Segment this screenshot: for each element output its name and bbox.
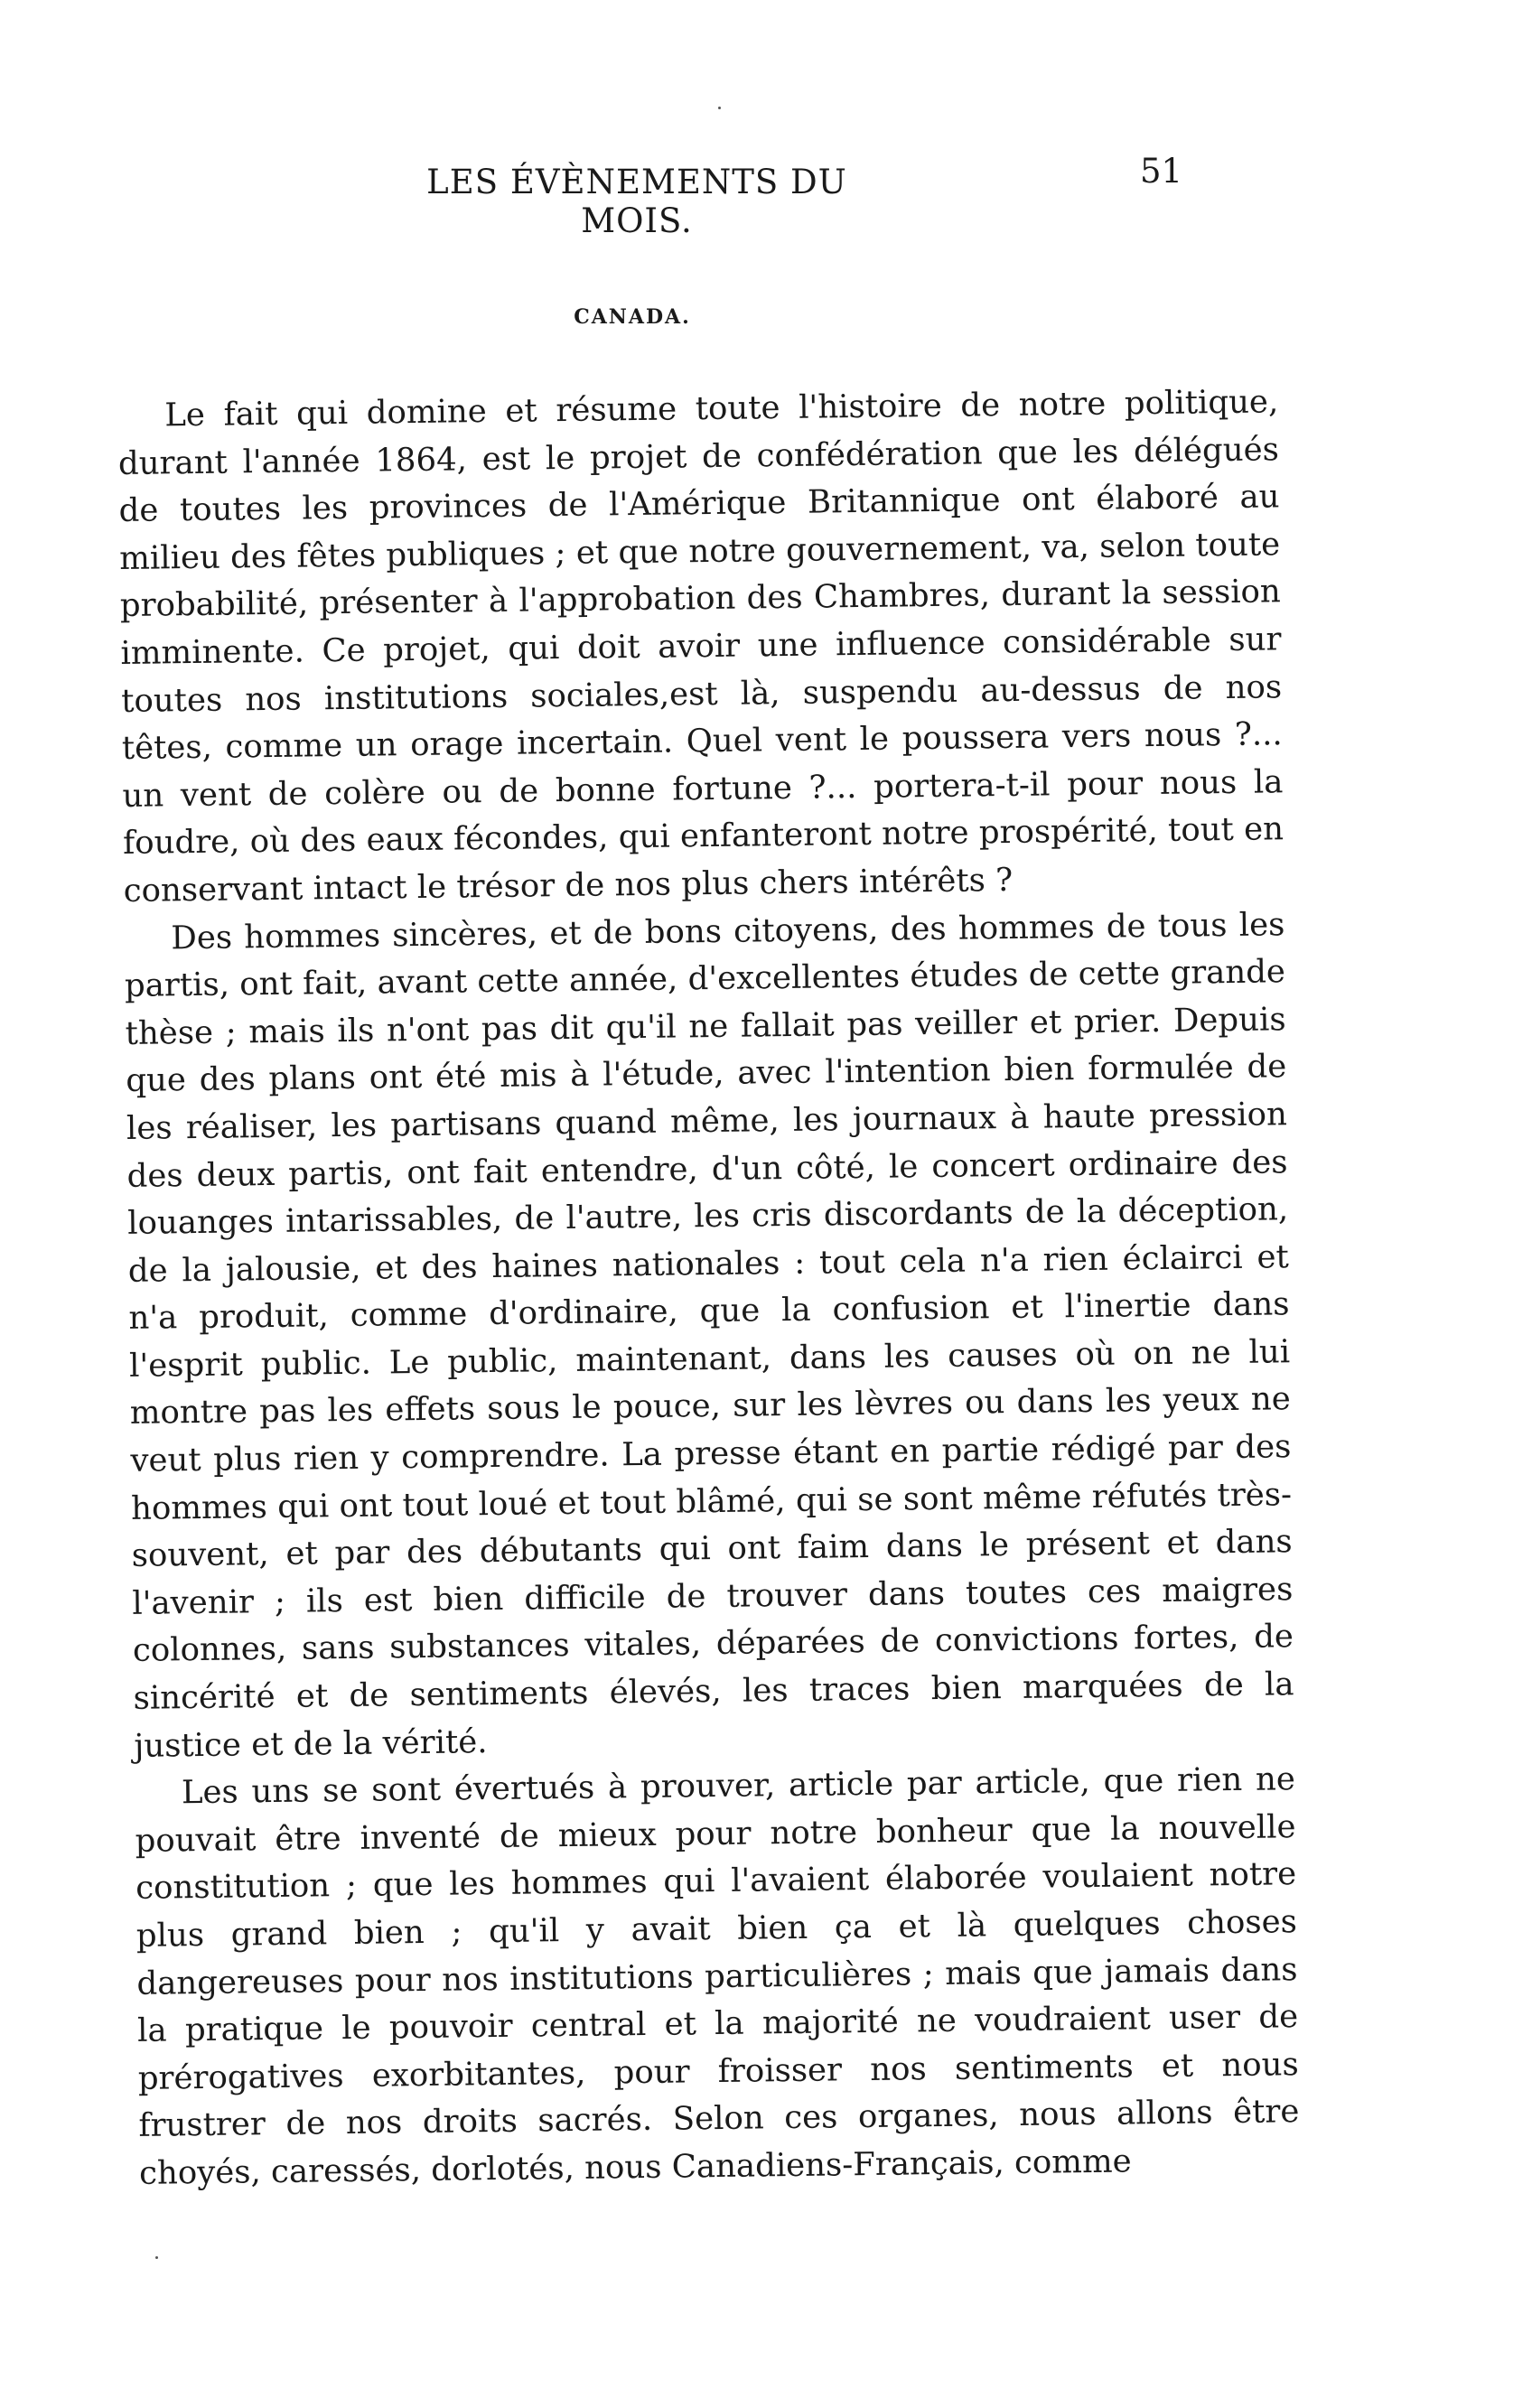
print-speck [155,2256,158,2259]
paragraph: Des hommes sincères, et de bons citoyens, des hommes de tous les partis, ont fait, avant cette année, d'excellentes études de cette grande thèse ; mais ils n'ont pas dit qu'il ne fallait pas veiller et prier. Depuis que des plans ont été mis à l'étude, avec l'intention bien formulée de les réaliser, les partisans quand même, les journaux à haute pression des deux partis, ont fait entendre, d'un côté, le concert ordinaire des louanges intarissables, de l'autre, les cris discordants de la déception, de la jalousie, et des haines nationales : tout cela n'a rien éclairci et n'a produit, comme d'ordinaire, que la confusion et l'inertie dans l'esprit public. Le public, maintenant, dans les causes où on ne lui montre pas les effets sous le pouce, sur les lèvres ou dans les yeux ne veut plus rien y comprendre. La presse étant en partie rédigé par des hommes qui ont tout loué et tout blâmé, qui se sont même réfutés très-souvent, et par des débutants qui ont faim dans le présent et dans l'avenir ; ils est bien difficile de trouver dans toutes ces maigres colonnes, sans substances vitales, déparées de convictions fortes, de sincérité et de sentiments élevés, les traces bien marquées de la justice et de la vérité. [124,905,1294,1765]
page-number: 51 [1140,152,1183,191]
print-speck [718,107,721,109]
body-text [117,378,1300,2198]
paragraph: Les uns se sont évertués à prouver, article par article, que rien ne pouvait être inventé de mieux pour notre bonheur que la nouvelle constitution ; que les hommes qui l'avaient élaborée voulaient notre plus grand bien ; qu'il y avait bien ça et là quelques choses dangereuses pour nos institutions particulières ; mais que jamais dans la pratique le pouvoir central et la majorité ne voudraient user de prérogatives exorbitantes, pour froisser nos sentiments et nous frustrer de nos droits sacrés. Selon ces organes, nous allons être choyés, caressés, dorlotés, nous Canadiens-Français, comme [135,1760,1300,2192]
running-head: LES ÉVÈNEMENTS DU MOIS. [426,163,847,240]
paragraph: Le fait qui domine et résume toute l'histoire de notre politique, durant l'année 1864, est le projet de confédération que les délégués de toutes les provinces de l'Amérique Britannique ont élaboré au milieu des fêtes publiques ; et que notre gouvernement, va, selon toute probabilité, présenter à l'approbation des Chambres, durant la session imminente. Ce projet, qui doit avoir une influence considérable sur toutes nos institutions sociales,est là, suspendu au-dessus de nos têtes, comme un orage incertain. Quel vent le poussera vers nous ?... un vent de colère ou de bonne fortune ?... portera-t-il pour nous la foudre, où des eaux fécondes, qui enfanteront notre prospérité, tout en conservant intact le trésor de nos plus chers intérêts ? [117,383,1284,910]
section-title: CANADA. [574,305,691,329]
